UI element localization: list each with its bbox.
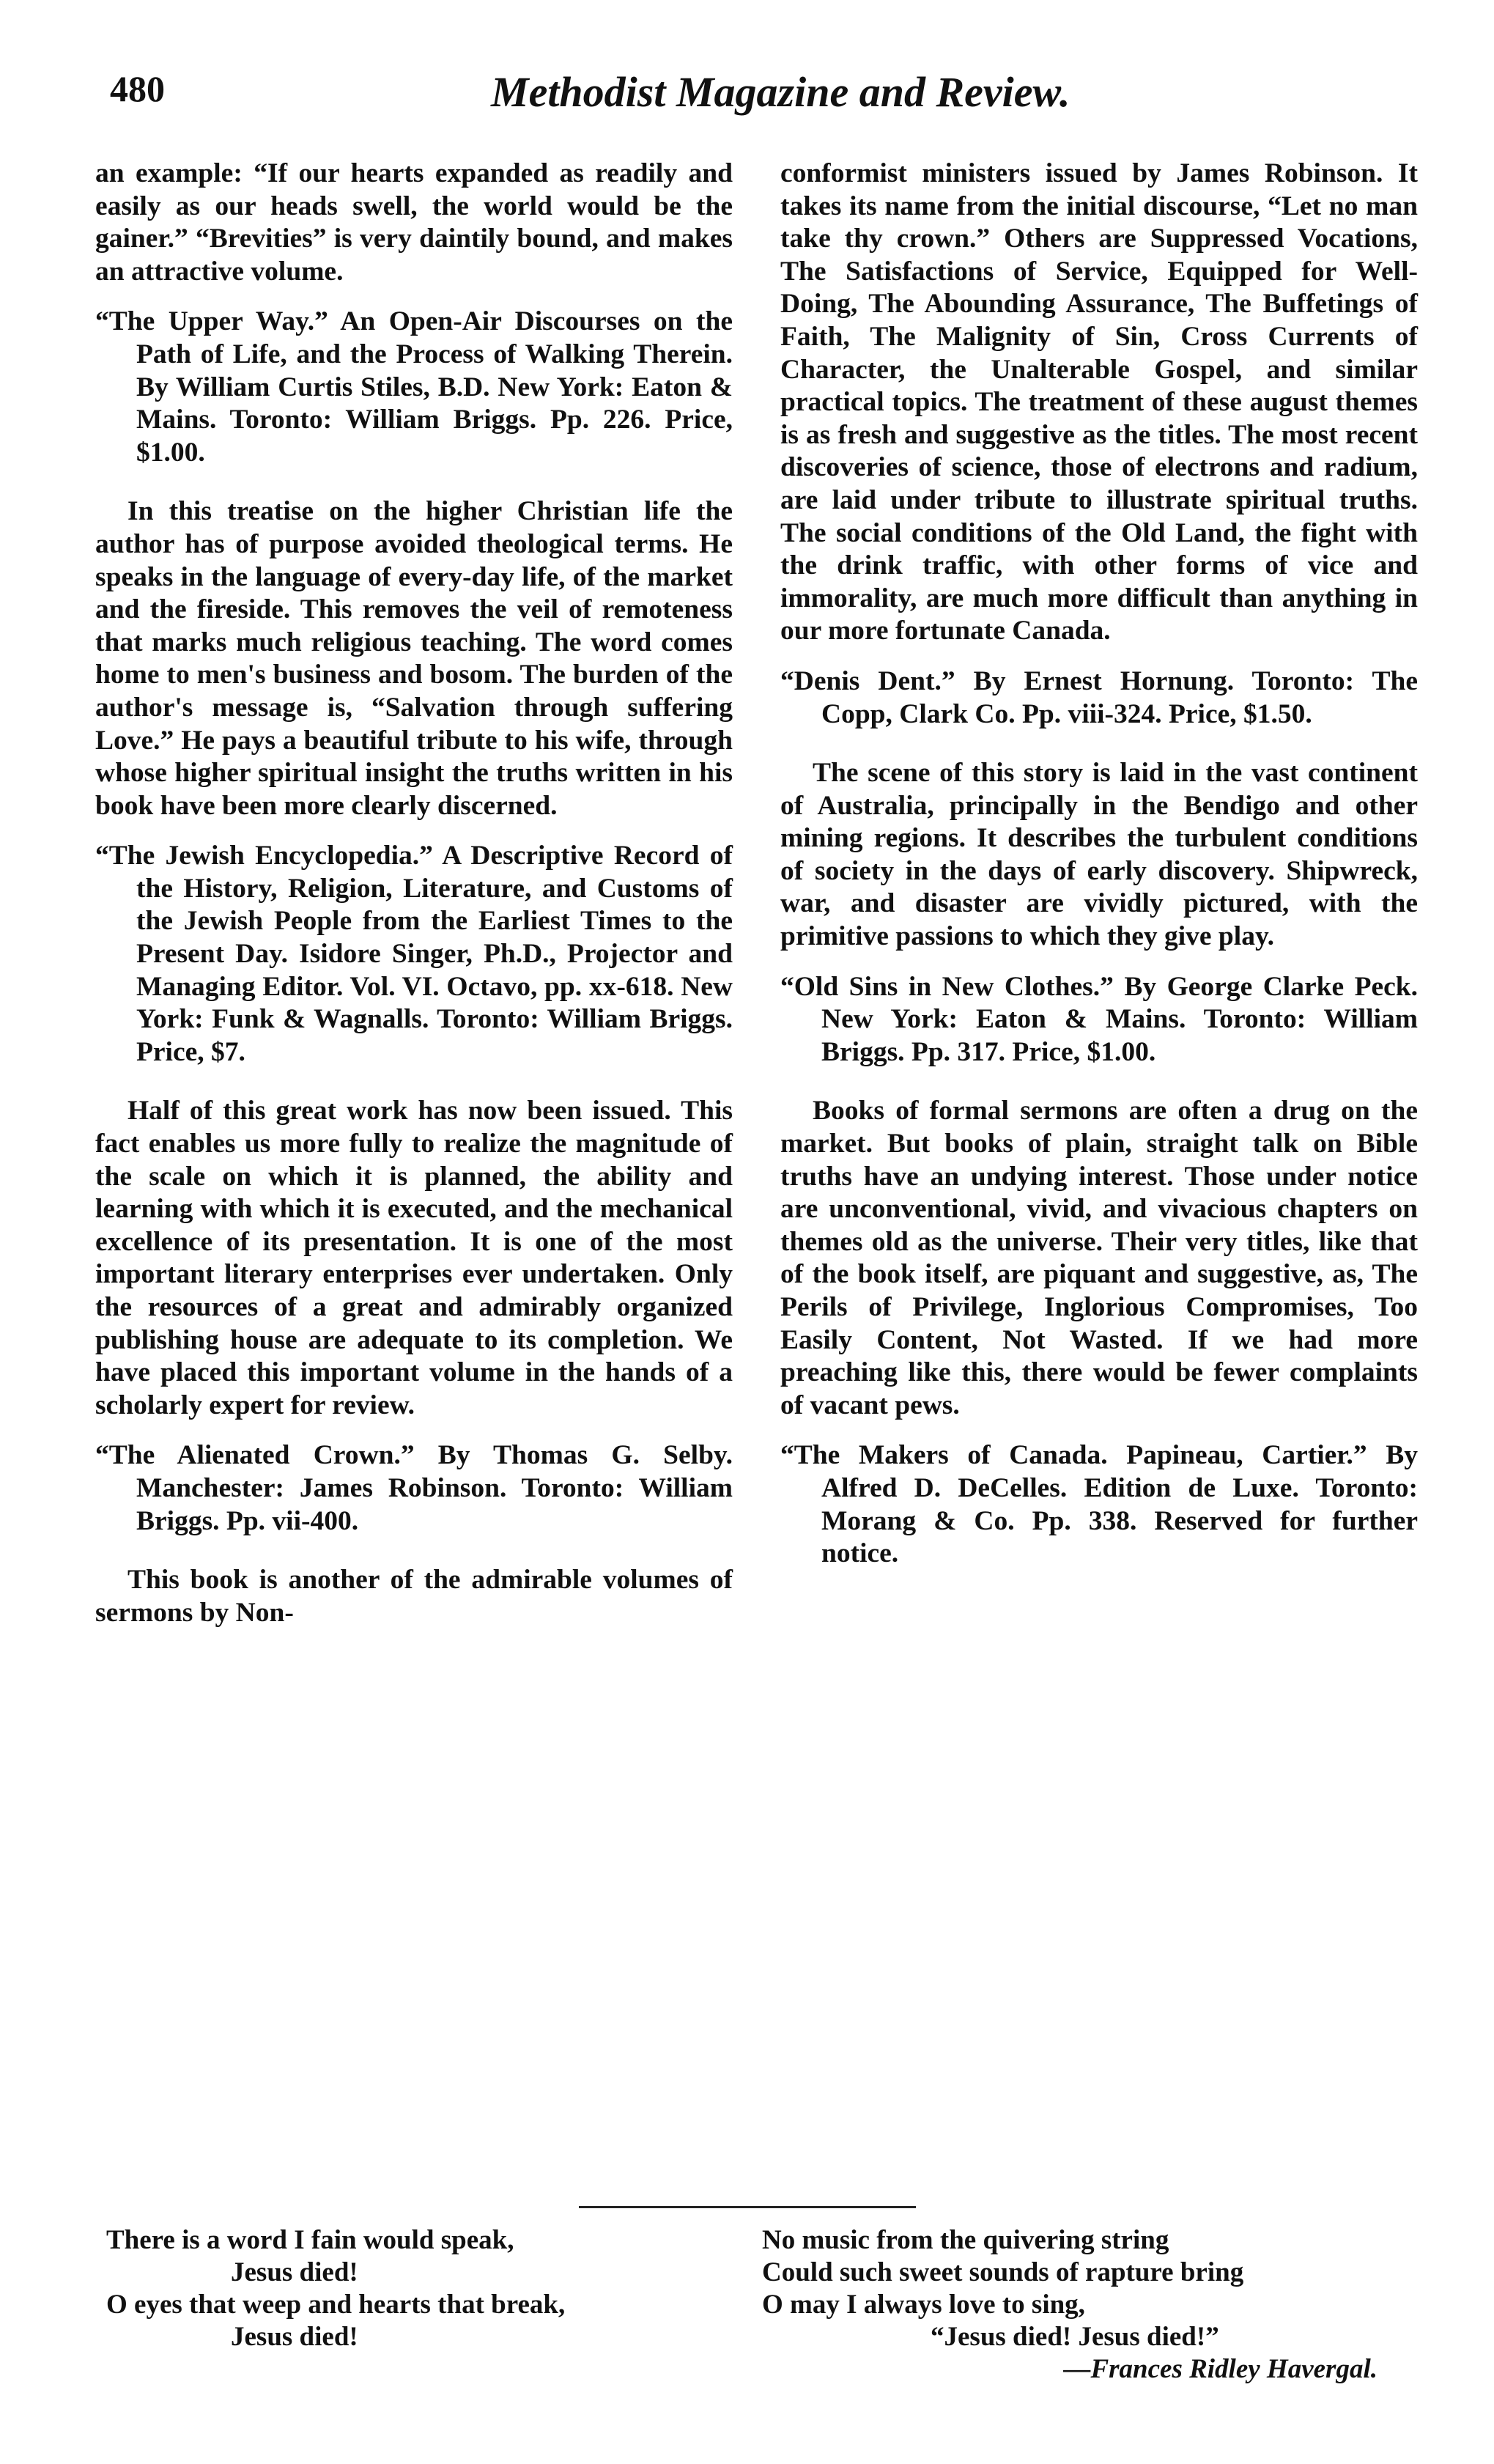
poem-stanza-left <box>106 2224 707 2353</box>
poem-line: O eyes that weep and hearts that break, <box>106 2290 566 2320</box>
page-number: 480 <box>110 68 165 109</box>
poem-attribution: —Frances Ridley Havergal. <box>1063 2354 1377 2384</box>
poem-refrain: “Jesus died! Jesus died!” <box>931 2322 1219 2352</box>
book-entry: “Denis Dent.” By Ernest Hornung. Toronto: The Copp, Clark Co. Pp. viii-324. Price, $1.50. <box>780 665 1418 729</box>
book-entry: “The Upper Way.” An Open-Air Discourses on the Path of Life, and the Process of Walking Therein. By William Curtis Stiles, B.D. New York: Eaton & Mains. Toronto: William Briggs. Pp. 226. Price, $1.00. <box>95 306 733 468</box>
poem-line: O may I always love to sing, <box>762 2290 1085 2320</box>
review-paragraph: The scene of this story is laid in the vast continent of Australia, principally in the Bendigo and other mining regions. It describes the turbulent conditions of society in the days of early discovery. Shipwreck, war, and disaster are vividly pictured, with the primitive passions to which they give play. <box>780 758 1418 952</box>
running-title: Methodist Magazine and Review. <box>491 68 1070 116</box>
book-entry: “The Alienated Crown.” By Thomas G. Selby. Manchester: James Robinson. Toronto: William Briggs. Pp. vii-400. <box>95 1440 733 1536</box>
poem-line: Could such sweet sounds of rapture bring <box>762 2257 1244 2287</box>
page-header <box>110 67 1114 126</box>
paragraph: an example: “If our hearts expanded as readily and easily as our heads swell, the world would be the gainer.” “Brevities” is very daintily bound, and makes an attractive volume. <box>95 158 733 287</box>
review-paragraph: Books of formal sermons are often a drug on the market. But books of plain, straight talk on Bible truths have an undying interest. Those under notice are unconventional, vivid, and vivacious chapters on themes old as the universe. Their very titles, like that of the book itself, are piquant and suggestive, as, The Perils of Privilege, Inglorious Compromises, Too Easily Content, Not Wasted. If we had more preaching like this, there would be fewer complaints of vacant pews. <box>780 1096 1418 1420</box>
review-paragraph: This book is another of the admirable volumes of sermons by Non- <box>95 1565 733 1628</box>
poem-line: There is a word I fain would speak, <box>106 2225 514 2255</box>
section-divider <box>579 2206 916 2208</box>
poem-stanza-right <box>762 2224 1421 2386</box>
book-entry: “Old Sins in New Clothes.” By George Clarke Peck. New York: Eaton & Mains. Toronto: William Briggs. Pp. 317. Price, $1.00. <box>780 971 1418 1067</box>
review-paragraph: Half of this great work has now been issued. This fact enables us more fully to realize the magnitude of the scale on which it is planned, the ability and learning with which it is executed, and the mechanical excellence of its presentation. It is one of the most important literary enterprises ever undertaken. Only the resources of a great and admirably organized publishing house are adequate to its completion. We have placed this important volume in the hands of a scholarly expert for review. <box>95 1096 733 1420</box>
right-column <box>780 158 1418 1597</box>
book-entry: “The Jewish Encyclopedia.” A Descriptive Record of the History, Religion, Literature, and Customs of the Jewish People from the Earliest Times to the Present Day. Isidore Singer, Ph.D., Projector and Managing Editor. Vol. VI. Octavo, pp. xx-618. New York: Funk & Wagnalls. Toronto: William Briggs. Price, $7. <box>95 841 733 1067</box>
paragraph: conformist ministers issued by James Robinson. It takes its name from the initial discourse, “Let no man take thy crown.” Others are Suppressed Vocations, The Satisfactions of Service, Equipped for Well-Doing, The Abounding Assurance, The Buffetings of Faith, The Malignity of Sin, Cross Currents of Character, the Unalterable Gospel, and similar practical topics. The treatment of these august themes is as fresh and suggestive as the titles. The most recent discoveries of science, those of electrons and radium, are laid under tribute to illustrate spiritual truths. The social conditions of the Old Land, the fight with the drink traffic, with other forms of vice and immorality, are much more difficult than anything in our more fortunate Canada. <box>780 158 1418 646</box>
poem-line: No music from the quivering string <box>762 2225 1169 2255</box>
poem-refrain: Jesus died! <box>231 2322 358 2352</box>
review-paragraph: In this treatise on the higher Christian life the author has of purpose avoided theological terms. He speaks in the language of every-day life, of the market and the fireside. This removes the veil of remoteness that marks much religious teaching. The word comes home to men's business and bosom. The burden of the author's message is, “Salvation through suffering Love.” He pays a beautiful tribute to his wife, through whose higher spiritual insight the truths written in his book have been more clearly discerned. <box>95 496 733 821</box>
poem-refrain: Jesus died! <box>231 2257 358 2287</box>
book-entry: “The Makers of Canada. Papineau, Cartier.” By Alfred D. DeCelles. Edition de Luxe. Toronto: Morang & Co. Pp. 338. Reserved for further notice. <box>780 1440 1418 1569</box>
left-column <box>95 158 733 1647</box>
